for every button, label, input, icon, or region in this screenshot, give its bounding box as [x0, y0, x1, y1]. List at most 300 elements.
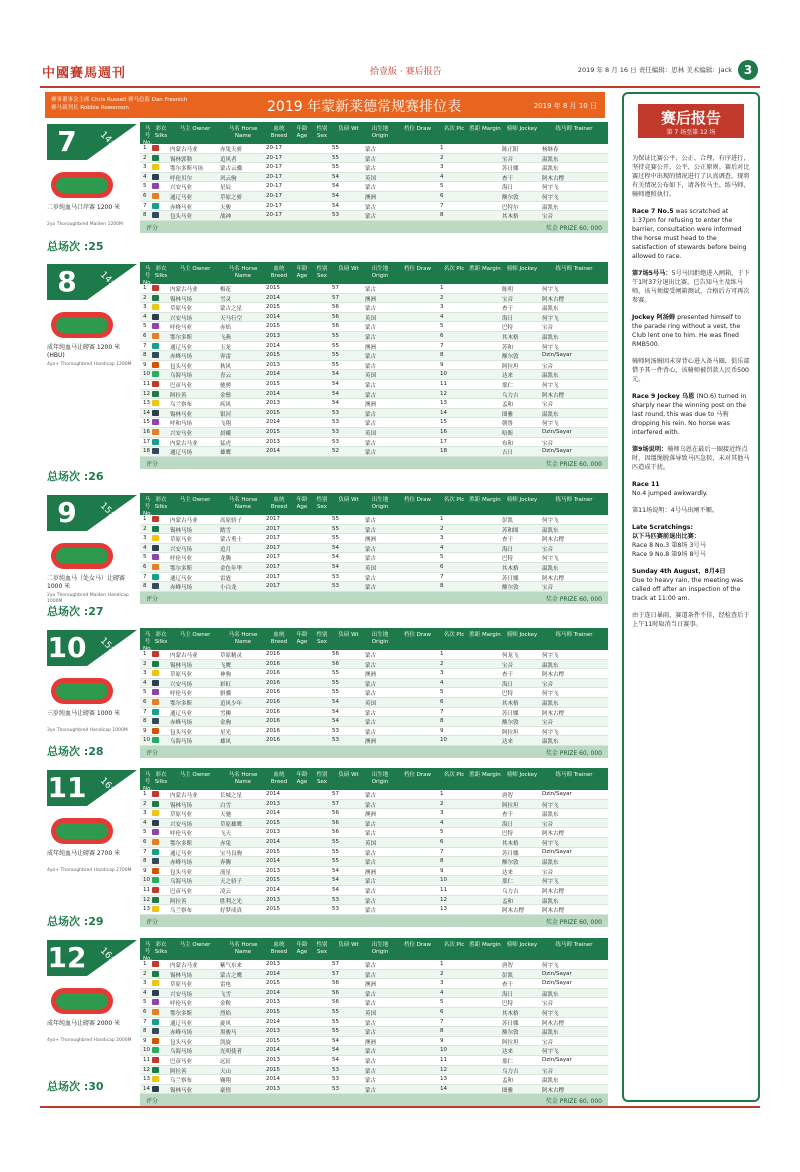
report-race9-en — [632, 392, 752, 437]
runner-row[interactable] — [140, 173, 608, 183]
runner-cell: 澳洲 — [365, 1039, 377, 1046]
column-header: 名次 Plc — [443, 772, 465, 778]
runner-cell: 2013 — [266, 361, 280, 368]
runner-row[interactable] — [140, 534, 608, 544]
runner-cell: 2013 — [266, 867, 280, 874]
runner-row[interactable] — [140, 828, 608, 838]
runner-cell: 7 — [440, 848, 444, 855]
runner-row[interactable] — [140, 563, 608, 573]
runner-cell: 阿木古楞 — [542, 908, 565, 915]
column-header: 骑师 Jockey — [506, 266, 538, 272]
runner-cell: 2013 — [266, 400, 280, 407]
runner-cell: 何宇飞 — [542, 194, 559, 201]
runner-cell: 7 — [143, 342, 147, 349]
runner-cell: 54 — [332, 202, 339, 209]
runner-row[interactable] — [140, 998, 608, 1008]
runner-row[interactable] — [140, 525, 608, 535]
runner-row[interactable] — [140, 361, 608, 371]
late-scratchings-cn-label: 以下马匹赛前退出比赛： — [632, 533, 701, 540]
runner-cell: 2016 — [266, 660, 280, 667]
runner-cell: 宝音 — [542, 363, 554, 370]
runner-cell: 飞燕 — [220, 334, 232, 341]
runner-cell: 长城之星 — [220, 793, 243, 799]
runner-cell: 其木格 — [502, 565, 519, 572]
runner-row[interactable] — [140, 660, 608, 670]
runner-cell: 2014 — [266, 1076, 280, 1083]
runner-row[interactable] — [140, 960, 608, 970]
race-number: 11 — [47, 771, 87, 804]
runner-cell: 2013 — [266, 896, 280, 903]
runner-cell: 阿木古楞 — [542, 537, 565, 544]
runner-cell: 10 — [143, 371, 150, 378]
track-diagram-icon — [51, 988, 113, 1014]
runner-cell: 1 — [440, 516, 444, 522]
runner-cell: 2014 — [266, 989, 280, 996]
runner-cell: 阿拉坦 — [502, 802, 519, 809]
runner-row[interactable] — [140, 380, 608, 390]
runner-cell: 1 — [143, 961, 147, 967]
column-header: 胜距 Margin — [469, 266, 501, 272]
jockey-silks-icon — [152, 897, 159, 903]
runner-cell: 星光 — [220, 729, 232, 736]
runner-cell: 赤峰马场 — [170, 354, 193, 361]
runner-row[interactable] — [140, 182, 608, 192]
column-header: 档位 Draw — [403, 266, 432, 272]
runner-cell: 苏日娜 — [502, 575, 519, 582]
race-prize: 奖金 PRIZE 60, 000 — [545, 749, 602, 757]
column-header: 出生地 Origin — [371, 266, 389, 279]
runner-cell: 1 — [143, 516, 147, 522]
runner-cell: 宝音 — [542, 869, 554, 876]
runner-row[interactable] — [140, 1085, 608, 1095]
runner-cell: 达来 — [502, 1049, 514, 1056]
runner-cell: 温凯东 — [542, 860, 559, 867]
runner-cell: 其木格 — [502, 334, 519, 341]
runner-cell: 20-17 — [266, 212, 282, 219]
runner-cell: 蒙古 — [365, 325, 377, 332]
runner-row[interactable] — [140, 399, 608, 409]
runner-row[interactable] — [140, 1008, 608, 1018]
runner-cell: 何宇飞 — [542, 963, 559, 969]
runner-row[interactable] — [140, 688, 608, 698]
runner-cell: 宝音 — [542, 440, 554, 447]
runner-cell: 蒙古之星 — [220, 306, 243, 313]
runner-cell: 宝音 — [542, 546, 554, 553]
runner-cell: 阿木古楞 — [542, 296, 565, 303]
report-race7-en-text: was scratched at 1:37pm for refusing to enter the barrier, consultation were informed the horse must head to the satisfaction of stewards before being allowed to race. — [632, 208, 747, 260]
runner-row[interactable] — [140, 979, 608, 989]
runner-cell: 14 — [440, 409, 447, 416]
jockey-silks-icon — [152, 849, 159, 855]
race-time: 14:30 — [97, 270, 124, 296]
runner-cell: 高原骄子 — [220, 518, 243, 524]
runner-cell: 锡林马场 — [170, 802, 193, 809]
jockey-silks-icon — [152, 439, 159, 445]
title-banner — [45, 92, 605, 118]
runner-row[interactable] — [140, 736, 608, 746]
runner-cell: 1 — [440, 285, 444, 291]
jockey-silks-icon — [152, 829, 159, 835]
runner-row[interactable] — [140, 515, 608, 525]
runner-cell: 草原马业 — [170, 306, 193, 313]
runner-cell: 13 — [143, 1076, 150, 1083]
runner-row[interactable] — [140, 332, 608, 342]
race-time: 15:30 — [97, 636, 124, 662]
runner-cell: 1 — [143, 651, 147, 657]
runner-cell: 包头马业 — [170, 729, 193, 736]
runner-row[interactable] — [140, 154, 608, 164]
runner-cell: 温凯东 — [542, 373, 559, 380]
runner-row[interactable] — [140, 698, 608, 708]
runner-cell: 巴彦马业 — [170, 382, 193, 389]
report-race9-en-text: (NO.6) turned in sharply near the winning post on the last round, this was due to 马驹 dropping his rein. No horse was interfered with. — [632, 393, 747, 436]
runner-cell: 10 — [440, 737, 447, 744]
runner-cell: 2017 — [266, 554, 280, 561]
runner-cell: 1 — [440, 651, 444, 657]
runner-cell: 宝音 — [542, 585, 554, 592]
runner-cell: 胜利之光 — [220, 898, 243, 905]
runner-cell: 凯旋 — [220, 1039, 232, 1046]
runner-row[interactable] — [140, 848, 608, 858]
runner-cell: 银河 — [220, 411, 232, 418]
runner-row[interactable] — [140, 322, 608, 332]
jockey-silks-icon — [152, 887, 159, 893]
runner-cell: 53 — [332, 896, 339, 903]
column-header: 马号 No. — [143, 632, 153, 652]
runner-cell: 其木格 — [502, 214, 519, 221]
runner-row[interactable] — [140, 727, 608, 737]
runner-row[interactable] — [140, 1066, 608, 1076]
runner-row[interactable] — [140, 896, 608, 906]
runner-cell: 其木格 — [502, 700, 519, 707]
runner-cell: 13 — [440, 400, 447, 407]
runner-row[interactable] — [140, 1075, 608, 1085]
runner-cell: 5 — [143, 323, 147, 330]
runner-cell: 豪情 — [220, 1087, 232, 1094]
report-race8-en-label: Jockey 阿汤姆 — [632, 314, 676, 321]
runner-cell: 3 — [143, 810, 147, 817]
runner-cell: 赤峰马场 — [170, 585, 193, 592]
runner-cell: 飞天 — [220, 831, 232, 838]
runner-cell: 8 — [143, 858, 147, 865]
runner-cell: 小白龙 — [220, 585, 237, 592]
runner-row[interactable] — [140, 438, 608, 448]
runner-row[interactable] — [140, 409, 608, 419]
footer-rule — [40, 1106, 760, 1108]
runner-cell: 阿拉善 — [170, 392, 187, 399]
runner-cell: 龙腾 — [220, 556, 232, 563]
runner-row[interactable] — [140, 553, 608, 563]
jockey-silks-icon — [152, 728, 159, 734]
runner-row[interactable] — [140, 876, 608, 886]
runner-cell: 蒙古云骥 — [220, 166, 243, 173]
runner-cell: 蒙古 — [365, 147, 377, 153]
runner-cell: 7 — [143, 708, 147, 715]
runner-row[interactable] — [140, 679, 608, 689]
runner-row[interactable] — [140, 544, 608, 554]
runner-row[interactable] — [140, 418, 608, 428]
runner-cell: 2016 — [266, 737, 280, 744]
runner-cell: 何龙飞 — [502, 653, 519, 659]
runner-table — [140, 493, 608, 604]
runner-cell: 温凯东 — [542, 991, 559, 998]
column-header: 练马师 Trainer — [555, 632, 593, 638]
runner-cell: 54 — [332, 718, 339, 725]
runner-cell: 蒙古 — [365, 653, 377, 659]
report-sunday — [632, 567, 752, 603]
runner-cell: 何宇飞 — [542, 1049, 559, 1056]
runner-row[interactable] — [140, 573, 608, 583]
runner-row[interactable] — [140, 202, 608, 212]
runner-row[interactable] — [140, 192, 608, 202]
runner-row[interactable] — [140, 819, 608, 829]
runner-cell: 8 — [143, 583, 147, 590]
runner-cell: 5 — [143, 183, 147, 190]
runner-row[interactable] — [140, 370, 608, 380]
report-race8-cn: 骑师阿汤姆因未穿背心进入备马圈，俱乐部借予其一件背心，该骑师被罚款人民币500元。 — [632, 358, 750, 383]
masthead-info: 2019 年 8 月 16 日 责任编辑：思林 美术编辑：Jack — [577, 66, 732, 74]
runner-cell: 温凯东 — [542, 166, 559, 173]
post-race-report-panel — [622, 92, 760, 1102]
column-header: 档位 Draw — [403, 942, 432, 948]
runner-cell: 猛虎 — [220, 440, 232, 447]
runner-cell: 2014 — [266, 1047, 280, 1054]
runner-cell: 锡林马场 — [170, 527, 193, 534]
runner-row[interactable] — [140, 1027, 608, 1037]
runner-cell: 澳洲 — [365, 537, 377, 544]
runner-cell: 2013 — [266, 1056, 280, 1063]
runner-cell: 16 — [143, 428, 150, 435]
jockey-silks-icon — [152, 400, 159, 406]
runner-cell: 2016 — [266, 679, 280, 686]
runner-cell: 巴特 — [502, 556, 514, 563]
runner-cell: 2013 — [266, 999, 280, 1006]
runner-cell: 呼伦马业 — [170, 556, 193, 563]
runner-row[interactable] — [140, 351, 608, 361]
column-header: 年龄 Age — [296, 772, 308, 785]
race-number: 10 — [47, 631, 87, 664]
runner-cell: 55 — [332, 858, 339, 865]
race-total-count: 总场次 :30 — [47, 1080, 104, 1093]
runner-cell: Dzin/Sayar — [542, 1056, 572, 1063]
report-race11-en-text: No.4 jumped awkwardly. — [632, 490, 708, 497]
runner-cell: 巴特尔 — [502, 204, 519, 211]
column-header: 胜距 Margin — [469, 632, 501, 638]
runner-cell: 4 — [143, 173, 147, 180]
race-footer-left: 评分 — [146, 1098, 159, 1106]
race-footer-left: 评分 — [146, 749, 159, 757]
runner-row[interactable] — [140, 1046, 608, 1056]
runner-cell: 雷霆 — [220, 575, 232, 582]
track-diagram-icon — [51, 818, 113, 844]
runner-row[interactable] — [140, 717, 608, 727]
runner-cell: 蒙古 — [365, 972, 377, 979]
race-description-en: 4yo+ Thoroughbred Handicap 2700M — [47, 868, 132, 873]
jockey-silks-icon — [152, 1076, 159, 1082]
column-header: 马号 No. — [143, 497, 153, 517]
jockey-silks-icon — [152, 1047, 159, 1053]
runner-cell: 乌力吉 — [502, 1068, 519, 1075]
runner-cell: 7 — [143, 202, 147, 209]
runner-cell: 蒙古 — [365, 354, 377, 361]
runner-cell: 锡林马场 — [170, 296, 193, 303]
runner-cell: 锡林马场 — [170, 972, 193, 979]
runner-cell: 54 — [332, 400, 339, 407]
runner-row[interactable] — [140, 294, 608, 304]
runner-cell: 蒙古 — [365, 1087, 377, 1094]
runner-row[interactable] — [140, 390, 608, 400]
runner-cell: 澳洲 — [365, 739, 377, 746]
runner-cell: 乌兰察布 — [170, 402, 193, 409]
runner-cell: 蒙古 — [365, 392, 377, 399]
runner-cell: 4 — [440, 679, 444, 686]
runner-row[interactable] — [140, 708, 608, 718]
runner-cell: 内蒙古马业 — [170, 440, 198, 447]
jockey-silks-icon — [152, 661, 159, 667]
runner-cell: 9 — [440, 361, 444, 368]
runner-cell: 蒙古 — [365, 821, 377, 828]
runner-cell: 6 — [440, 563, 444, 570]
runner-table — [140, 628, 608, 758]
runner-row[interactable] — [140, 905, 608, 915]
runner-cell: 14 — [440, 1085, 447, 1092]
runner-row[interactable] — [140, 144, 608, 154]
runner-row[interactable] — [140, 447, 608, 457]
runner-row[interactable] — [140, 857, 608, 867]
runner-cell: 天之骄子 — [220, 879, 243, 886]
runner-cell: 阿木古楞 — [542, 710, 565, 717]
race-footer-bar — [140, 592, 608, 604]
track-infield — [56, 317, 108, 333]
runner-cell: 宝音 — [542, 821, 554, 828]
race-info — [45, 628, 140, 763]
runner-cell: 56 — [332, 829, 339, 836]
runner-row[interactable] — [140, 989, 608, 999]
runner-cell: 阿木古楞 — [542, 1020, 565, 1027]
runner-cell: 蒙古 — [365, 1001, 377, 1008]
runner-cell: 通辽马业 — [170, 194, 193, 201]
runner-cell: 54 — [332, 390, 339, 397]
report-race7-en-label: Race 7 No.5 — [632, 208, 674, 215]
runner-row[interactable] — [140, 342, 608, 352]
runner-cell: 星辰 — [220, 185, 232, 192]
runner-cell: 55 — [332, 838, 339, 845]
runner-cell: 海日 — [502, 821, 514, 828]
runner-cell: 蒙古 — [365, 411, 377, 418]
runner-row[interactable] — [140, 1037, 608, 1047]
column-header: 名次 Plc — [443, 942, 465, 948]
runner-cell: 兴安马业 — [170, 430, 193, 437]
runner-cell: 英国 — [365, 840, 377, 847]
runner-row[interactable] — [140, 970, 608, 980]
runner-cell: 8 — [143, 352, 147, 359]
runner-cell: 54 — [332, 173, 339, 180]
race-footer-left: 评分 — [146, 918, 159, 926]
column-header: 马主 Owner — [179, 497, 211, 503]
runner-row[interactable] — [140, 163, 608, 173]
column-header: 负磅 Wt — [338, 497, 359, 503]
column-header: 彩衣 Silks — [154, 632, 168, 645]
runner-cell: 内蒙古马业 — [170, 287, 198, 293]
jockey-silks-icon — [152, 535, 159, 541]
runner-cell: 55 — [332, 352, 339, 359]
runner-cell: 12 — [440, 1066, 447, 1073]
runner-cell: 巴彦马业 — [170, 888, 193, 895]
runner-cell: 4 — [440, 819, 444, 826]
runner-row[interactable] — [140, 1056, 608, 1066]
runner-cell: 鄂尔多斯 — [170, 840, 193, 847]
jockey-silks-icon — [152, 516, 159, 522]
runner-row[interactable] — [140, 284, 608, 294]
runner-cell: 4 — [143, 989, 147, 996]
runner-row[interactable] — [140, 886, 608, 896]
race-info — [45, 122, 140, 258]
runner-row[interactable] — [140, 650, 608, 660]
runner-cell: 57 — [332, 285, 339, 291]
runner-cell: 10 — [440, 877, 447, 884]
runner-row[interactable] — [140, 790, 608, 800]
runner-cell: 20-17 — [266, 145, 282, 151]
runner-cell: 温凯东 — [542, 700, 559, 707]
runner-cell: 蒙古 — [365, 879, 377, 886]
runner-cell: 阿拉坦 — [502, 729, 519, 736]
runner-row[interactable] — [140, 582, 608, 592]
runner-row[interactable] — [140, 838, 608, 848]
runner-row[interactable] — [140, 669, 608, 679]
runner-cell: 6 — [143, 563, 147, 570]
runner-cell: 9 — [143, 361, 147, 368]
runner-row[interactable] — [140, 428, 608, 438]
runner-cell: 赤焰 — [220, 325, 232, 332]
runner-cell: 6 — [440, 332, 444, 339]
runner-cell: 蒙古 — [365, 450, 377, 457]
jockey-silks-icon — [152, 391, 159, 397]
runner-cell: 锡林马业 — [170, 1087, 193, 1094]
runner-cell: 55 — [332, 145, 339, 151]
runner-cell: 5 — [143, 689, 147, 696]
runner-cell: Dzin/Sayar — [542, 352, 572, 359]
column-header: 马名 Horse Name — [228, 632, 258, 645]
runner-cell: 9 — [143, 1037, 147, 1044]
runner-row[interactable] — [140, 211, 608, 221]
runner-cell: 8 — [143, 718, 147, 725]
runner-cell: 澳洲 — [365, 296, 377, 303]
runner-cell: 53 — [332, 1066, 339, 1073]
runner-cell: 蒙古 — [365, 1068, 377, 1075]
runner-cell: 赤峰马场 — [170, 860, 193, 867]
runner-cell: 澳洲 — [365, 869, 377, 876]
banner-date: 2019 年 8 月 10 日 — [533, 102, 597, 110]
runner-cell: 宝音 — [542, 720, 554, 727]
runner-cell: 额尔敦 — [502, 585, 519, 592]
runner-row[interactable] — [140, 303, 608, 313]
race-description: 三岁纯血马让磅赛 1000 米 — [47, 710, 121, 717]
runner-cell: 2015 — [266, 428, 280, 435]
runner-cell: 10 — [440, 371, 447, 378]
runner-row[interactable] — [140, 867, 608, 877]
jockey-silks-icon — [152, 155, 159, 161]
runner-row[interactable] — [140, 800, 608, 810]
race-description: 成年纯血马让磅赛 2000 米 — [47, 1020, 121, 1027]
runner-row[interactable] — [140, 1018, 608, 1028]
runner-row[interactable] — [140, 313, 608, 323]
jockey-silks-icon — [152, 1038, 159, 1044]
runner-row[interactable] — [140, 809, 608, 819]
runner-table-header — [140, 122, 608, 144]
runner-cell: 54 — [332, 544, 339, 551]
late-scratchings-label: Late Scratchings: — [632, 524, 693, 531]
runner-cell: 阿木古楞 — [542, 672, 565, 679]
